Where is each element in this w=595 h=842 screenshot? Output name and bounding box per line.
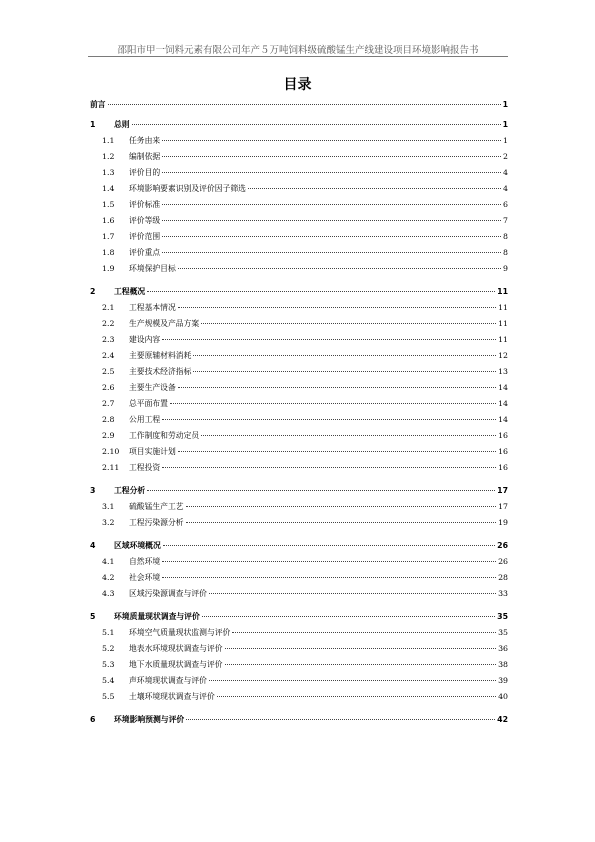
toc-entry-number: 4.3 bbox=[102, 589, 115, 598]
toc-entry-number: 2.5 bbox=[102, 367, 115, 376]
toc-entry-number: 1 bbox=[90, 120, 96, 129]
toc-entry-number: 3 bbox=[90, 486, 96, 495]
toc-entry-label: 生产规模及产品方案 bbox=[129, 319, 200, 328]
toc-entry-label: 主要生产设备 bbox=[129, 383, 176, 392]
toc-section-entry[interactable] bbox=[90, 501, 508, 517]
toc-dot-leader bbox=[201, 435, 496, 436]
toc-chapter-entry[interactable] bbox=[90, 485, 508, 501]
toc-entry-label: 环境保护目标 bbox=[129, 264, 176, 273]
toc-entry-page-number: 8 bbox=[503, 232, 508, 241]
toc-entry-number: 3.1 bbox=[102, 502, 115, 511]
toc-entry-label: 自然环境 bbox=[129, 557, 161, 566]
toc-dot-leader bbox=[162, 419, 496, 420]
toc-entry-number: 4.2 bbox=[102, 573, 115, 582]
toc-dot-leader bbox=[186, 719, 495, 720]
toc-entry-number: 1.5 bbox=[102, 200, 115, 209]
toc-entry-number: 5 bbox=[90, 612, 96, 621]
toc-dot-leader bbox=[209, 593, 496, 594]
toc-entry-label: 地表水环境现状调查与评价 bbox=[129, 644, 223, 653]
toc-section-entry[interactable] bbox=[90, 247, 508, 263]
toc-chapter-entry[interactable] bbox=[90, 714, 508, 730]
toc-dot-leader bbox=[209, 680, 496, 681]
toc-entry-page-number: 42 bbox=[497, 715, 508, 724]
toc-entry-page-number: 17 bbox=[498, 502, 508, 511]
toc-entry-page-number: 28 bbox=[498, 573, 508, 582]
toc-entry-label: 工程分析 bbox=[114, 486, 146, 495]
toc-title: 目录 bbox=[283, 77, 312, 93]
toc-entry-label: 声环境现状调查与评价 bbox=[129, 676, 207, 685]
toc-dot-leader bbox=[225, 664, 497, 665]
toc-section-entry[interactable] bbox=[90, 167, 508, 183]
toc-entry-number: 2.3 bbox=[102, 335, 115, 344]
toc-entry-label: 前言 bbox=[90, 100, 106, 109]
toc-section-entry[interactable] bbox=[90, 350, 508, 366]
toc-entry-label: 项目实施计划 bbox=[129, 447, 176, 456]
toc-entry-label: 环境影响预测与评价 bbox=[114, 715, 185, 724]
toc-section-entry[interactable] bbox=[90, 675, 508, 691]
toc-entry-number: 2.1 bbox=[102, 303, 115, 312]
toc-entry-number: 5.2 bbox=[102, 644, 115, 653]
toc-dot-leader bbox=[132, 124, 501, 125]
toc-entry-label: 环境影响要素识别及评价因子筛选 bbox=[129, 184, 246, 193]
toc-entry-number: 2.10 bbox=[102, 447, 120, 456]
toc-entry-number: 2.8 bbox=[102, 415, 115, 424]
toc-entry-label: 总平面布置 bbox=[129, 399, 168, 408]
toc-entry-number: 2.7 bbox=[102, 399, 115, 408]
toc-entry-page-number: 7 bbox=[503, 216, 508, 225]
toc-chapter-entry[interactable] bbox=[90, 540, 508, 556]
toc-dot-leader bbox=[186, 506, 497, 507]
toc-dot-leader bbox=[162, 467, 496, 468]
toc-entry-label: 社会环境 bbox=[129, 573, 161, 582]
toc-section-entry[interactable] bbox=[90, 382, 508, 398]
toc-dot-leader bbox=[162, 561, 496, 562]
toc-dot-leader bbox=[202, 616, 495, 617]
toc-entry-label: 环境质量现状调查与评价 bbox=[114, 612, 200, 621]
toc-entry-number: 2.6 bbox=[102, 383, 115, 392]
toc-entry-number: 2.11 bbox=[102, 463, 120, 472]
toc-dot-leader bbox=[162, 236, 501, 237]
toc-entry-label: 总则 bbox=[114, 120, 130, 129]
toc-entry-number: 1.6 bbox=[102, 216, 115, 225]
toc-section-entry[interactable] bbox=[90, 588, 508, 604]
toc-entry-page-number: 26 bbox=[497, 541, 508, 550]
toc-dot-leader bbox=[162, 140, 501, 141]
toc-entry-page-number: 4 bbox=[503, 168, 508, 177]
toc-entry-page-number: 35 bbox=[498, 628, 508, 637]
toc-entry-page-number: 1 bbox=[503, 136, 508, 145]
toc-dot-leader bbox=[162, 339, 496, 340]
toc-entry-label: 任务由来 bbox=[129, 136, 161, 145]
toc-section-entry[interactable] bbox=[90, 135, 508, 151]
toc-dot-leader bbox=[170, 403, 496, 404]
toc-dot-leader bbox=[232, 632, 496, 633]
toc-entry-page-number: 14 bbox=[498, 415, 508, 424]
toc-section-entry[interactable] bbox=[90, 691, 508, 707]
toc-entry-page-number: 11 bbox=[498, 335, 508, 344]
toc-entry-number: 2.2 bbox=[102, 319, 115, 328]
page-header: 邵阳市甲一饲料元素有限公司年产５万吨饲料级硫酸锰生产线建设项目环境影响报告书 bbox=[117, 45, 479, 56]
toc-section-entry[interactable] bbox=[90, 627, 508, 643]
toc-dot-leader bbox=[162, 204, 501, 205]
toc-entry-label: 区域环境概况 bbox=[114, 541, 161, 550]
toc-section-entry[interactable] bbox=[90, 334, 508, 350]
toc-chapter-entry[interactable] bbox=[90, 119, 508, 135]
toc-chapter-entry[interactable] bbox=[90, 99, 508, 115]
toc-entry-label: 环境空气质量现状监测与评价 bbox=[129, 628, 231, 637]
toc-entry-number: 1.7 bbox=[102, 232, 115, 241]
toc-dot-leader bbox=[147, 291, 495, 292]
toc-entry-page-number: 14 bbox=[498, 399, 508, 408]
toc-entry-label: 主要技术经济指标 bbox=[129, 367, 192, 376]
toc-entry-label: 区域污染源调查与评价 bbox=[129, 589, 207, 598]
toc-dot-leader bbox=[162, 220, 501, 221]
toc-dot-leader bbox=[147, 490, 495, 491]
toc-entry-label: 评价标准 bbox=[129, 200, 161, 209]
toc-entry-label: 土壤环境现状调查与评价 bbox=[129, 692, 215, 701]
toc-entry-label: 建设内容 bbox=[129, 335, 161, 344]
toc-entry-number: 5.1 bbox=[102, 628, 115, 637]
toc-entry-page-number: 2 bbox=[503, 152, 508, 161]
toc-entry-page-number: 33 bbox=[498, 589, 508, 598]
toc-entry-number: 5.5 bbox=[102, 692, 115, 701]
toc-dot-leader bbox=[248, 188, 501, 189]
toc-entry-number: 1.1 bbox=[102, 136, 115, 145]
toc-entry-page-number: 6 bbox=[503, 200, 508, 209]
toc-section-entry[interactable] bbox=[90, 398, 508, 414]
toc-entry-label: 评价范围 bbox=[129, 232, 161, 241]
toc-entry-number: 1.2 bbox=[102, 152, 115, 161]
toc-section-entry[interactable] bbox=[90, 659, 508, 675]
toc-entry-page-number: 12 bbox=[498, 351, 508, 360]
toc-entry-page-number: 1 bbox=[502, 100, 508, 109]
toc-section-entry[interactable] bbox=[90, 517, 508, 533]
toc-entry-page-number: 11 bbox=[497, 287, 508, 296]
toc-entry-number: 4.1 bbox=[102, 557, 115, 566]
toc-entry-number: 1.4 bbox=[102, 184, 115, 193]
toc-entry-page-number: 26 bbox=[498, 557, 508, 566]
toc-entry-label: 工程投资 bbox=[129, 463, 161, 472]
toc-section-entry[interactable] bbox=[90, 366, 508, 382]
toc-section-entry[interactable] bbox=[90, 215, 508, 231]
toc-entry-label: 硫酸锰生产工艺 bbox=[129, 502, 184, 511]
toc-entry-label: 评价等级 bbox=[129, 216, 161, 225]
toc-section-entry[interactable] bbox=[90, 183, 508, 199]
toc-entry-label: 工程概况 bbox=[114, 287, 146, 296]
toc-section-entry[interactable] bbox=[90, 556, 508, 572]
toc-entry-label: 工作制度和劳动定员 bbox=[129, 431, 200, 440]
toc-entry-label: 评价重点 bbox=[129, 248, 161, 257]
toc-section-entry[interactable] bbox=[90, 151, 508, 167]
toc-dot-leader bbox=[186, 522, 497, 523]
toc-section-entry[interactable] bbox=[90, 430, 508, 446]
toc-entry-page-number: 11 bbox=[498, 319, 508, 328]
toc-chapter-entry[interactable] bbox=[90, 611, 508, 627]
toc-dot-leader bbox=[178, 387, 496, 388]
toc-entry-number: 4 bbox=[90, 541, 96, 550]
toc-section-entry[interactable] bbox=[90, 643, 508, 659]
toc-dot-leader bbox=[178, 307, 496, 308]
toc-entry-label: 公用工程 bbox=[129, 415, 161, 424]
toc-dot-leader bbox=[162, 172, 501, 173]
toc-section-entry[interactable] bbox=[90, 572, 508, 588]
toc-entry-number: 3.2 bbox=[102, 518, 115, 527]
toc-entry-page-number: 38 bbox=[498, 660, 508, 669]
toc-dot-leader bbox=[201, 323, 496, 324]
toc-entry-label: 主要原辅材料消耗 bbox=[129, 351, 192, 360]
toc-entry-label: 工程基本情况 bbox=[129, 303, 176, 312]
toc-dot-leader bbox=[193, 355, 496, 356]
toc-entry-page-number: 17 bbox=[497, 486, 508, 495]
toc-dot-leader bbox=[217, 696, 496, 697]
toc-section-entry[interactable] bbox=[90, 414, 508, 430]
toc-section-entry[interactable] bbox=[90, 263, 508, 279]
toc-entry-number: 5.3 bbox=[102, 660, 115, 669]
toc-entry-page-number: 36 bbox=[498, 644, 508, 653]
toc-entry-number: 6 bbox=[90, 715, 96, 724]
toc-entry-page-number: 16 bbox=[498, 431, 508, 440]
toc-dot-leader bbox=[162, 577, 496, 578]
toc-dot-leader bbox=[163, 545, 495, 546]
toc-section-entry[interactable] bbox=[90, 446, 508, 462]
toc-entry-number: 1.9 bbox=[102, 264, 115, 273]
toc-entry-page-number: 14 bbox=[498, 383, 508, 392]
header-rule bbox=[88, 56, 508, 57]
toc-entry-page-number: 9 bbox=[503, 264, 508, 273]
toc-entry-label: 地下水质量现状调查与评价 bbox=[129, 660, 223, 669]
toc-section-entry[interactable] bbox=[90, 462, 508, 478]
toc-entry-number: 1.8 bbox=[102, 248, 115, 257]
table-of-contents bbox=[90, 99, 508, 730]
toc-section-entry[interactable] bbox=[90, 302, 508, 318]
toc-dot-leader bbox=[162, 156, 501, 157]
toc-entry-number: 2 bbox=[90, 287, 96, 296]
toc-entry-page-number: 4 bbox=[503, 184, 508, 193]
toc-dot-leader bbox=[162, 252, 501, 253]
toc-dot-leader bbox=[193, 371, 496, 372]
toc-entry-page-number: 11 bbox=[498, 303, 508, 312]
toc-dot-leader bbox=[178, 451, 496, 452]
toc-entry-page-number: 13 bbox=[498, 367, 508, 376]
toc-entry-page-number: 40 bbox=[498, 692, 508, 701]
toc-entry-label: 评价目的 bbox=[129, 168, 161, 177]
toc-entry-label: 编制依据 bbox=[129, 152, 161, 161]
toc-dot-leader bbox=[108, 104, 501, 105]
toc-section-entry[interactable] bbox=[90, 318, 508, 334]
toc-section-entry[interactable] bbox=[90, 231, 508, 247]
toc-section-entry[interactable] bbox=[90, 199, 508, 215]
toc-entry-number: 1.3 bbox=[102, 168, 115, 177]
toc-entry-number: 2.9 bbox=[102, 431, 115, 440]
toc-entry-page-number: 16 bbox=[498, 447, 508, 456]
toc-entry-number: 5.4 bbox=[102, 676, 115, 685]
toc-entry-label: 工程污染源分析 bbox=[129, 518, 184, 527]
toc-entry-page-number: 35 bbox=[497, 612, 508, 621]
toc-entry-page-number: 16 bbox=[498, 463, 508, 472]
toc-entry-page-number: 39 bbox=[498, 676, 508, 685]
toc-dot-leader bbox=[225, 648, 497, 649]
toc-dot-leader bbox=[178, 268, 501, 269]
toc-entry-page-number: 19 bbox=[498, 518, 508, 527]
toc-entry-number: 2.4 bbox=[102, 351, 115, 360]
toc-entry-page-number: 8 bbox=[503, 248, 508, 257]
toc-entry-page-number: 1 bbox=[502, 120, 508, 129]
toc-chapter-entry[interactable] bbox=[90, 286, 508, 302]
